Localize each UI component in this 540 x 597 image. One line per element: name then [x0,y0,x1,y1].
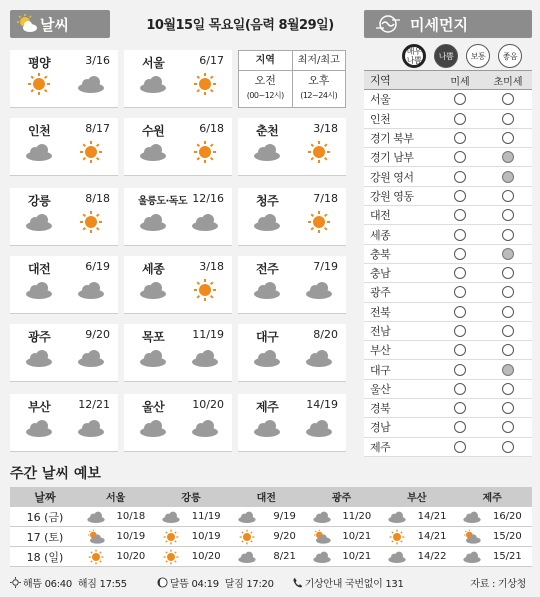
city-name: 평양 [28,56,51,70]
city-temp: 8/17 [85,122,110,135]
am-weather [138,72,168,96]
pm-weather [190,278,220,302]
pm-weather [304,346,334,370]
dust-row [364,360,532,379]
dust-region: 인천 [370,112,391,126]
cloud-icon [190,210,220,234]
pm-weather [190,416,220,440]
dust-row [364,148,532,167]
weekly-temp: 10/21 [342,531,372,542]
weekly-temp: 11/19 [191,511,221,522]
weather-header [10,10,110,38]
cloud-icon [76,278,106,302]
city-card [10,324,118,382]
am-weather [138,210,168,234]
weekly-cell [381,549,456,565]
cloud-icon [304,416,334,440]
pm-weather [76,278,106,302]
weekly-temp: 14/21 [417,531,447,542]
sun-icon [76,210,106,234]
pm25-level-icon [502,383,514,395]
pm10-level-icon [454,383,466,395]
pm10-level-icon [454,93,466,105]
am-weather [138,278,168,302]
pm25-level-icon [502,421,514,433]
suncloud-icon [86,529,106,545]
city-temp: 3/18 [199,260,224,273]
pm25-level-icon [502,190,514,202]
sunset-text: 해짐 17:55 [77,578,127,590]
pm25-level-icon [502,402,514,414]
city-name: 강릉 [28,194,51,208]
weekly-date: 18 (일) [26,550,64,564]
weekly-row [10,547,532,567]
dust-col-pm25: 초미세 [493,76,523,88]
cloud-icon [252,210,282,234]
dust-region: 서울 [370,93,391,107]
pm-weather [190,210,220,234]
source-text: 자료 : 기상청 [470,578,526,590]
cloud-icon [161,509,181,525]
am-weather [252,416,282,440]
dust-row [364,418,532,437]
dust-row [364,341,532,360]
weekly-title: 주간 날씨 예보 [10,466,101,482]
weekly-cell [155,549,230,565]
dust-col-pm10: 미세 [450,76,470,88]
cloud-icon [304,346,334,370]
weekly-cell [231,529,306,545]
city-card [238,118,346,176]
city-name: 광주 [28,330,51,344]
weekly-temp: 9/19 [273,511,296,522]
pm10-level-icon [454,190,466,202]
dust-row [364,399,532,418]
am-weather [24,72,54,96]
sun-icon [387,529,407,545]
weekly-city-header: 광주 [331,493,352,504]
dust-row [364,90,532,109]
sun-icon [190,278,220,302]
sun-icon [161,549,181,565]
cloud-icon [24,416,54,440]
city-temp: 9/20 [85,328,110,341]
cloud-icon [190,416,220,440]
weekly-cell [456,549,531,565]
dust-row [364,129,532,148]
pm10-level-icon [454,267,466,279]
dust-row [364,110,532,129]
weekly-temp: 9/20 [273,531,296,542]
weekly-temp: 10/20 [191,551,221,562]
dust-region: 경남 [370,421,391,435]
pm10-level-icon [454,306,466,318]
footer [10,573,532,591]
city-card [238,188,346,246]
legend-minmax: 최저/최고 [297,55,340,66]
date-text: 10월15일 목요일(음력 8월29일) [146,18,334,33]
pm10-level-icon [454,344,466,356]
pm25-level-icon [502,93,514,105]
cloud-icon [237,509,257,525]
dust-row [364,187,532,206]
city-name: 수원 [142,124,165,138]
phone-icon [292,577,303,588]
city-temp: 6/18 [199,122,224,135]
cloud-icon [190,346,220,370]
weekly-city-header: 서울 [105,493,126,504]
am-weather [24,278,54,302]
legend-am: 오전 (00~12시) [239,71,293,107]
dust-region: 전남 [370,325,391,338]
cloud-icon [252,278,282,302]
dust-row [364,283,532,302]
suncloud-icon [312,529,332,545]
dust-table-header [364,71,532,90]
am-weather [24,346,54,370]
weekly-cell [155,509,230,525]
weekly-temp: 10/21 [342,551,372,562]
cloud-icon [252,416,282,440]
cloud-icon [387,509,407,525]
cloud-icon [138,140,168,164]
weekly-date: 16 (금) [26,510,64,524]
dust-row [364,206,532,225]
sun-icon [190,72,220,96]
weekly-cell [80,509,155,525]
pm10-level-icon [454,132,466,144]
sun-icon [76,140,106,164]
city-temp: 7/19 [313,260,338,273]
cloud-icon [252,140,282,164]
pm10-level-icon [454,171,466,183]
city-card [124,256,232,314]
weekly-temp: 11/20 [342,511,372,522]
cloud-icon [138,278,168,302]
city-temp: 8/18 [85,192,110,205]
city-temp: 6/17 [199,54,224,67]
hotline-text: 기상안내 국번없이 131 [304,578,404,590]
dust-region: 대구 [370,363,391,377]
pm25-level-icon [502,286,514,298]
city-card [10,118,118,176]
weekly-cell [381,509,456,525]
dust-region: 충북 [370,247,391,261]
cloud-icon [24,140,54,164]
weekly-temp: 14/22 [417,551,447,562]
dust-legend-item: 보통 [466,44,490,68]
city-name: 제주 [256,400,279,414]
city-name: 전주 [256,262,279,276]
cloud-icon [138,346,168,370]
cloud-icon [24,210,54,234]
pm10-level-icon [454,286,466,298]
pm-weather [190,346,220,370]
pm25-level-icon [502,151,514,163]
city-name: 울릉도·독도 [138,196,188,207]
pm25-level-icon [502,267,514,279]
weekly-header [10,487,532,507]
city-name: 울산 [142,400,165,414]
dust-region: 경기 남부 [370,151,414,165]
cloud-icon [312,509,332,525]
am-weather [252,210,282,234]
sun-icon [304,210,334,234]
dust-legend-item: 좋음 [498,44,522,68]
city-card [124,118,232,176]
am-weather [138,346,168,370]
cloud-icon [76,72,106,96]
pm10-level-icon [454,248,466,260]
dust-row [364,264,532,283]
city-name: 부산 [28,400,51,414]
dust-region: 경북 [370,402,391,416]
pm10-level-icon [454,402,466,414]
weekly-cell [80,549,155,565]
weekly-cell [456,509,531,525]
cloud-icon [252,346,282,370]
weekly-cell [306,509,381,525]
city-temp: 12/21 [78,398,110,411]
am-weather [252,140,282,164]
weekly-cell [155,529,230,545]
am-weather [252,346,282,370]
weekly-city-header: 강릉 [181,493,201,504]
pm25-level-icon [502,113,514,125]
dust-icon [374,14,402,34]
weekly-date: 17 (토) [26,530,64,544]
dust-region: 강원 영동 [370,189,414,203]
weekly-cell [306,529,381,545]
city-card [124,188,232,246]
weekly-row [10,527,532,547]
weather-legend [238,50,346,108]
dust-region: 전북 [370,305,391,319]
pm-weather [190,140,220,164]
city-card [238,394,346,452]
weekly-cell [306,549,381,565]
legend-region: 지역 [239,51,293,70]
city-temp: 14/19 [306,398,338,411]
legend-pm: 오후 (12~24시) [300,74,338,100]
pm25-level-icon [502,306,514,318]
dust-row [364,225,532,244]
moonset-text: 달짐 17:20 [224,578,274,590]
pm-weather [76,416,106,440]
city-temp: 7/18 [313,192,338,205]
pm25-level-icon [502,209,514,221]
weekly-temp: 10/20 [116,551,146,562]
weekly-temp: 10/18 [116,511,146,522]
dust-row [364,245,532,264]
pm25-level-icon [502,229,514,241]
cloud-icon [138,72,168,96]
pm25-level-icon [502,325,514,337]
sunrise-icon [10,577,21,588]
city-card [10,50,118,108]
pm10-level-icon [454,209,466,221]
weather-title: 날씨 [40,15,69,34]
cloud-icon [462,509,482,525]
dust-legend-item: 나쁨 [434,44,458,68]
weekly-temp: 14/21 [417,511,447,522]
pm25-level-icon [502,364,514,376]
pm-weather [76,346,106,370]
city-name: 청주 [256,194,279,208]
city-name: 춘천 [256,124,279,138]
sun-icon [237,529,257,545]
dust-row [364,167,532,186]
dust-region: 충남 [370,267,391,281]
pm-weather [76,210,106,234]
suncloud-icon [462,529,482,545]
dust-title: 미세먼지 [410,15,468,34]
city-card [10,394,118,452]
cloud-icon [138,416,168,440]
city-card [238,324,346,382]
dust-row [364,438,532,457]
pm-weather [190,72,220,96]
pm25-level-icon [502,248,514,260]
dust-region: 광주 [370,286,391,300]
weekly-date-header: 날짜 [34,490,56,504]
cloud-icon [237,549,257,565]
city-card [124,324,232,382]
dust-region: 울산 [370,382,391,396]
city-temp: 12/16 [192,192,224,205]
cloud-icon [24,346,54,370]
weekly-cell [456,529,531,545]
cloud-icon [304,278,334,302]
city-name: 인천 [28,124,51,138]
weekly-city-header: 제주 [482,493,502,504]
weekly-temp: 10/19 [191,531,221,542]
weekly-table [10,487,532,567]
cloud-icon [138,210,168,234]
city-card [124,50,232,108]
pm-weather [76,72,106,96]
dust-row [364,380,532,399]
pm25-level-icon [502,132,514,144]
city-temp: 8/20 [313,328,338,341]
sun-icon [161,529,181,545]
pm-weather [304,140,334,164]
weekly-cell [381,529,456,545]
dust-region: 제주 [370,440,391,454]
pm-weather [76,140,106,164]
sun-icon [24,72,54,96]
sun-icon [86,549,106,565]
city-temp: 3/18 [313,122,338,135]
city-card [10,188,118,246]
city-temp: 6/19 [85,260,110,273]
weekly-cell [80,529,155,545]
sunrise-text: 해뜸 06:40 [23,578,72,590]
pm-weather [304,278,334,302]
weekly-cell [231,509,306,525]
pm25-level-icon [502,441,514,453]
pm10-level-icon [454,441,466,453]
moon-icon [157,577,168,588]
weekly-row [10,507,532,527]
pm10-level-icon [454,151,466,163]
city-temp: 10/20 [192,398,224,411]
city-name: 목포 [142,330,165,344]
dust-region: 강원 영서 [370,170,414,184]
cloud-icon [312,549,332,565]
weekly-temp: 10/19 [116,531,146,542]
am-weather [138,416,168,440]
dust-row [364,303,532,322]
dust-table [364,70,532,457]
city-card [238,256,346,314]
city-card [124,394,232,452]
dust-row [364,322,532,341]
cloud-icon [462,549,482,565]
am-weather [24,140,54,164]
moonrise-text: 달뜸 04:19 [169,578,219,590]
city-name: 서울 [142,56,165,70]
city-temp: 3/16 [85,54,110,67]
pm-weather [304,210,334,234]
cloud-icon [24,278,54,302]
dust-region: 경기 북부 [370,132,414,146]
weekly-temp: 8/21 [273,551,296,562]
sun-cloud-icon [16,14,38,34]
am-weather [138,140,168,164]
city-name: 대구 [256,330,279,344]
cloud-icon [76,346,106,370]
am-weather [252,278,282,302]
dust-region: 부산 [370,344,391,358]
weekly-temp: 16/20 [492,511,522,522]
city-name: 대전 [28,262,51,276]
dust-region: 대전 [370,209,391,223]
city-name: 세종 [142,262,165,276]
cloud-icon [86,509,106,525]
dust-region: 세종 [370,228,391,242]
pm10-level-icon [454,325,466,337]
pm25-level-icon [502,171,514,183]
dust-col-region: 지역 [370,74,391,88]
weekly-temp: 15/21 [492,551,522,562]
pm10-level-icon [454,364,466,376]
weekly-city-header: 부산 [407,493,427,504]
pm10-level-icon [454,113,466,125]
pm10-level-icon [454,229,466,241]
city-temp: 11/19 [192,328,224,341]
dust-header [364,10,532,38]
cloud-icon [387,549,407,565]
weekly-cell [231,549,306,565]
dust-legend-item: 매우 나쁨 [402,44,426,68]
pm10-level-icon [454,421,466,433]
sun-icon [304,140,334,164]
cloud-icon [76,416,106,440]
am-weather [24,416,54,440]
am-weather [24,210,54,234]
weekly-temp: 15/20 [492,531,522,542]
weekly-city-header: 대전 [256,493,276,504]
pm25-level-icon [502,344,514,356]
pm-weather [304,416,334,440]
sun-icon [190,140,220,164]
city-card [10,256,118,314]
